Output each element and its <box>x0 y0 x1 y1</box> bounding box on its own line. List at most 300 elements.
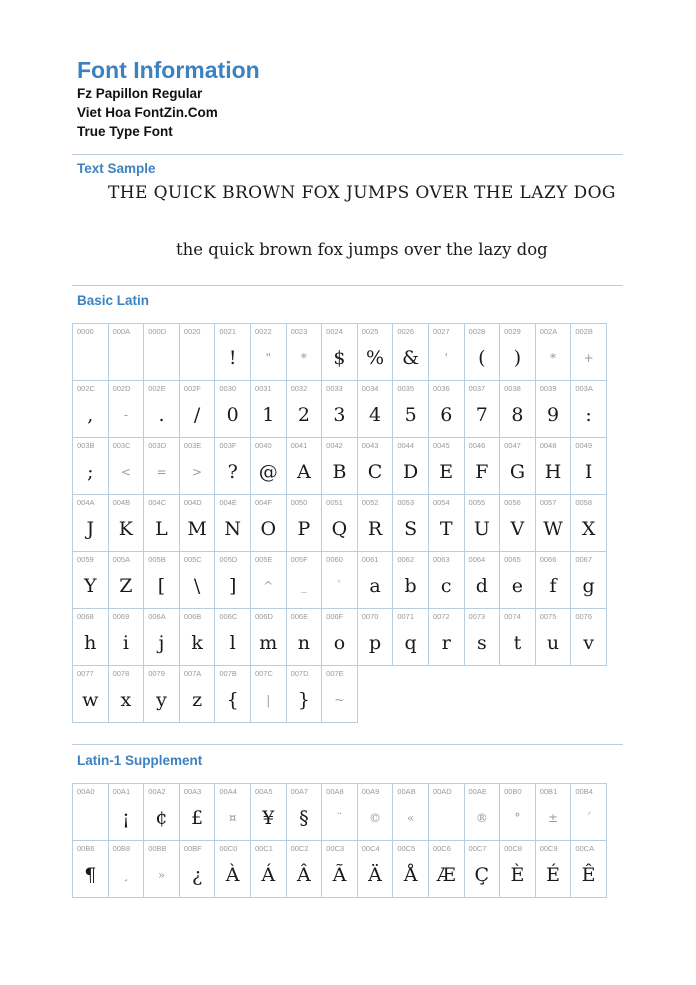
glyph-cell <box>321 323 358 381</box>
glyph-cell <box>214 323 251 381</box>
codepoint-label: 0023 <box>290 327 308 336</box>
glyph-preview: a <box>369 575 381 597</box>
codepoint-label: 00C5 <box>397 844 416 853</box>
glyph-preview: F <box>475 461 489 483</box>
codepoint-label: 006D <box>254 612 273 621</box>
glyph-preview: 6 <box>440 404 453 426</box>
glyph-preview: ¨ <box>336 811 343 825</box>
glyph-cell <box>464 551 501 609</box>
glyph-preview: » <box>157 868 166 882</box>
glyph-cell <box>499 783 536 841</box>
codepoint-label: 0043 <box>361 441 379 450</box>
glyph-preview: n <box>297 632 310 654</box>
glyph-preview: É <box>546 864 560 886</box>
codepoint-label: 0067 <box>575 555 592 564</box>
glyph-cell <box>286 783 323 841</box>
codepoint-label: 00C6 <box>432 844 451 853</box>
glyph-preview: Æ <box>436 864 456 886</box>
glyph-cell <box>143 783 180 841</box>
glyph-cell <box>321 665 358 723</box>
glyph-preview: \ <box>193 575 201 597</box>
codepoint-label: 0020 <box>183 327 201 336</box>
glyph-cell <box>535 437 572 495</box>
glyph-cell <box>179 551 216 609</box>
codepoint-label: 0073 <box>468 612 486 621</box>
glyph-preview: x <box>120 689 132 711</box>
glyph-preview: > <box>192 465 203 479</box>
codepoint-label: 0056 <box>504 498 521 507</box>
codepoint-label: 00C8 <box>504 844 523 853</box>
glyph-cell <box>392 840 429 898</box>
font-type: True Type Font <box>77 124 173 139</box>
codepoint-label: 0031 <box>254 384 272 393</box>
glyph-grid-basic-latin <box>72 323 606 722</box>
glyph-preview: 4 <box>369 404 382 426</box>
glyph-cell <box>250 783 287 841</box>
glyph-cell <box>392 437 429 495</box>
glyph-cell <box>357 494 394 552</box>
glyph-preview: L <box>155 518 168 540</box>
glyph-cell <box>428 380 465 438</box>
glyph-preview: Ã <box>332 864 347 886</box>
glyph-cell <box>72 783 109 841</box>
glyph-preview: « <box>406 811 415 825</box>
glyph-row <box>72 323 606 380</box>
glyph-preview: d <box>475 575 488 597</box>
codepoint-label: 002C <box>77 384 95 393</box>
codepoint-label: 0065 <box>504 555 521 564</box>
codepoint-label: 00C0 <box>219 844 238 853</box>
glyph-preview: © <box>369 811 382 825</box>
glyph-preview: K <box>118 518 133 540</box>
glyph-cell <box>321 380 358 438</box>
codepoint-label: 00A4 <box>219 787 237 796</box>
glyph-cell <box>464 323 501 381</box>
glyph-cell <box>357 783 394 841</box>
codepoint-label: 0044 <box>397 441 415 450</box>
codepoint-label: 0055 <box>468 498 486 507</box>
glyph-preview: j <box>158 632 165 654</box>
glyph-cell <box>464 840 501 898</box>
codepoint-label: 00C1 <box>254 844 273 853</box>
glyph-preview: _ <box>300 579 307 593</box>
codepoint-label: 00C9 <box>539 844 558 853</box>
codepoint-label: 003B <box>77 441 95 450</box>
glyph-preview: ¿ <box>191 864 203 886</box>
glyph-cell <box>428 323 465 381</box>
glyph-cell <box>143 437 180 495</box>
glyph-preview: Ç <box>474 864 490 886</box>
glyph-row <box>72 665 606 722</box>
glyph-preview: 7 <box>475 404 488 426</box>
glyph-cell <box>499 551 536 609</box>
codepoint-label: 0027 <box>432 327 450 336</box>
glyph-preview: A <box>296 461 311 483</box>
glyph-cell <box>214 494 251 552</box>
glyph-cell <box>108 608 145 666</box>
codepoint-label: 007A <box>183 669 202 678</box>
glyph-preview: y <box>156 689 167 711</box>
glyph-cell <box>250 380 287 438</box>
codepoint-label: 0036 <box>432 384 450 393</box>
glyph-cell <box>499 494 536 552</box>
codepoint-label: 002A <box>539 327 558 336</box>
codepoint-label: 002F <box>183 384 201 393</box>
glyph-preview: ( <box>478 347 486 369</box>
glyph-cell <box>108 783 145 841</box>
codepoint-label: 003E <box>183 441 202 450</box>
glyph-cell <box>570 323 607 381</box>
codepoint-label: 007D <box>290 669 309 678</box>
codepoint-label: 0042 <box>326 441 343 450</box>
codepoint-label: 0022 <box>254 327 272 336</box>
codepoint-label: 004B <box>112 498 131 507</box>
codepoint-label: 0037 <box>468 384 486 393</box>
glyph-cell <box>143 323 180 381</box>
glyph-preview: f <box>549 575 557 597</box>
glyph-preview: X <box>581 518 596 540</box>
glyph-cell <box>214 840 251 898</box>
glyph-cell <box>535 323 572 381</box>
glyph-cell <box>499 323 536 381</box>
glyph-row <box>72 840 606 897</box>
glyph-cell <box>143 494 180 552</box>
codepoint-label: 0045 <box>432 441 450 450</box>
codepoint-label: 00AD <box>432 787 452 796</box>
codepoint-label: 0079 <box>148 669 165 678</box>
glyph-cell <box>179 437 216 495</box>
glyph-preview: H <box>544 461 562 483</box>
glyph-cell <box>428 494 465 552</box>
codepoint-label: 00BB <box>148 844 167 853</box>
codepoint-label: 00A8 <box>326 787 344 796</box>
codepoint-label: 0068 <box>77 612 94 621</box>
codepoint-label: 004D <box>183 498 202 507</box>
glyph-preview: U <box>473 518 490 540</box>
glyph-preview: W <box>543 518 563 540</box>
codepoint-label: 006A <box>148 612 166 621</box>
glyph-cell <box>392 551 429 609</box>
divider <box>72 285 623 286</box>
codepoint-label: 0034 <box>361 384 379 393</box>
codepoint-label: 0041 <box>290 441 308 450</box>
glyph-cell <box>179 380 216 438</box>
glyph-preview: l <box>229 632 236 654</box>
glyph-preview: ] <box>228 575 237 597</box>
glyph-cell <box>179 840 216 898</box>
codepoint-label: 005E <box>254 555 273 564</box>
glyph-cell <box>570 840 607 898</box>
glyph-cell <box>214 783 251 841</box>
glyph-preview: B <box>332 461 347 483</box>
codepoint-label: 00A1 <box>112 787 131 796</box>
glyph-cell <box>499 437 536 495</box>
glyph-cell <box>357 380 394 438</box>
glyph-grid-latin1-supplement <box>72 783 606 897</box>
glyph-row <box>72 494 606 551</box>
glyph-cell <box>72 665 109 723</box>
glyph-cell <box>143 665 180 723</box>
codepoint-label: 005F <box>290 555 308 564</box>
glyph-preview: G <box>509 461 526 483</box>
codepoint-label: 0061 <box>361 555 379 564</box>
codepoint-label: 000A <box>112 327 131 336</box>
sample-uppercase: THE QUICK BROWN FOX JUMPS OVER THE LAZY DOG <box>108 183 616 203</box>
codepoint-label: 0039 <box>539 384 557 393</box>
glyph-cell <box>286 665 323 723</box>
codepoint-label: 0028 <box>468 327 486 336</box>
glyph-preview: Ê <box>581 864 596 886</box>
codepoint-label: 005B <box>148 555 166 564</box>
codepoint-label: 0040 <box>254 441 272 450</box>
glyph-cell <box>108 665 145 723</box>
glyph-preview: Â <box>296 864 311 886</box>
glyph-preview: I <box>584 461 593 483</box>
glyph-cell <box>179 608 216 666</box>
glyph-cell <box>570 551 607 609</box>
glyph-cell <box>250 323 287 381</box>
glyph-cell <box>464 783 501 841</box>
codepoint-label: 0078 <box>112 669 130 678</box>
glyph-cell <box>286 380 323 438</box>
glyph-cell <box>570 380 607 438</box>
glyph-preview: , <box>87 404 94 426</box>
glyph-cell <box>108 551 145 609</box>
glyph-preview: Ä <box>368 864 382 886</box>
glyph-preview: " <box>265 351 272 365</box>
glyph-cell <box>179 323 216 381</box>
codepoint-label: 00A3 <box>183 787 202 796</box>
glyph-preview: ` <box>336 579 343 593</box>
glyph-cell <box>250 608 287 666</box>
codepoint-label: 006C <box>219 612 238 621</box>
glyph-cell <box>214 551 251 609</box>
codepoint-label: 006E <box>290 612 309 621</box>
glyph-preview: m <box>259 632 278 654</box>
glyph-cell <box>535 494 572 552</box>
glyph-cell <box>321 608 358 666</box>
section-title-latin1-supplement: Latin-1 Supplement <box>77 753 203 768</box>
glyph-cell <box>286 608 323 666</box>
glyph-cell <box>72 323 109 381</box>
glyph-cell <box>143 840 180 898</box>
codepoint-label: 0021 <box>219 327 237 336</box>
glyph-preview: . <box>158 404 165 426</box>
glyph-cell <box>286 437 323 495</box>
glyph-cell <box>108 494 145 552</box>
glyph-preview: O <box>260 518 277 540</box>
glyph-preview: S <box>404 518 418 540</box>
glyph-preview: ¤ <box>228 811 237 825</box>
glyph-preview: £ <box>191 807 204 829</box>
glyph-preview: 1 <box>262 404 275 426</box>
codepoint-label: 0051 <box>326 498 343 507</box>
glyph-preview: Q <box>331 518 348 540</box>
glyph-cell <box>535 840 572 898</box>
glyph-preview: 3 <box>333 404 346 426</box>
glyph-cell <box>392 380 429 438</box>
glyph-preview: C <box>367 461 383 483</box>
glyph-cell <box>72 551 109 609</box>
glyph-row <box>72 380 606 437</box>
glyph-preview: 8 <box>511 404 524 426</box>
glyph-cell <box>535 551 572 609</box>
codepoint-label: 006F <box>326 612 344 621</box>
codepoint-label: 00B8 <box>112 844 131 853</box>
glyph-cell <box>357 608 394 666</box>
glyph-cell <box>108 380 145 438</box>
glyph-preview: s <box>476 632 487 654</box>
glyph-preview: v <box>583 632 594 654</box>
glyph-preview: g <box>582 575 595 597</box>
glyph-preview: r <box>441 632 451 654</box>
glyph-preview: w <box>82 689 99 711</box>
glyph-cell <box>321 783 358 841</box>
glyph-preview: È <box>510 864 525 886</box>
codepoint-label: 0058 <box>575 498 592 507</box>
glyph-preview: Z <box>119 575 133 597</box>
glyph-preview: V <box>510 518 525 540</box>
codepoint-label: 00AE <box>468 787 487 796</box>
codepoint-label: 0057 <box>539 498 557 507</box>
glyph-preview: e <box>511 575 524 597</box>
glyph-preview: < <box>120 465 131 479</box>
glyph-cell <box>72 437 109 495</box>
glyph-cell <box>392 494 429 552</box>
codepoint-label: 00A2 <box>148 787 166 796</box>
codepoint-label: 0062 <box>397 555 415 564</box>
codepoint-label: 003D <box>148 441 167 450</box>
codepoint-label: 002B <box>575 327 593 336</box>
codepoint-label: 00C4 <box>361 844 380 853</box>
glyph-cell <box>464 608 501 666</box>
glyph-cell <box>286 494 323 552</box>
codepoint-label: 0047 <box>504 441 521 450</box>
glyph-cell <box>250 840 287 898</box>
codepoint-label: 00B0 <box>504 787 522 796</box>
codepoint-label: 0025 <box>361 327 379 336</box>
glyph-cell <box>286 551 323 609</box>
sample-lowercase: the quick brown fox jumps over the lazy dog <box>176 240 548 259</box>
glyph-preview: = <box>156 465 167 479</box>
codepoint-label: 0026 <box>397 327 415 336</box>
codepoint-label: 003F <box>219 441 237 450</box>
glyph-cell <box>499 380 536 438</box>
glyph-cell <box>250 665 287 723</box>
glyph-cell <box>250 551 287 609</box>
codepoint-label: 0059 <box>77 555 94 564</box>
glyph-preview: / <box>193 404 201 426</box>
glyph-preview: { <box>226 689 239 711</box>
glyph-preview: ° <box>514 811 521 825</box>
codepoint-label: 00AB <box>397 787 416 796</box>
divider <box>72 154 623 155</box>
glyph-preview: $ <box>333 347 346 369</box>
glyph-cell <box>179 783 216 841</box>
glyph-cell <box>392 608 429 666</box>
glyph-preview: D <box>403 461 419 483</box>
glyph-cell <box>428 840 465 898</box>
glyph-preview: q <box>404 632 417 654</box>
codepoint-label: 0074 <box>504 612 521 621</box>
codepoint-label: 00C3 <box>326 844 345 853</box>
glyph-cell <box>357 323 394 381</box>
codepoint-label: 0033 <box>326 384 343 393</box>
codepoint-label: 005A <box>112 555 131 564</box>
glyph-cell <box>321 437 358 495</box>
glyph-preview: ¢ <box>155 807 168 829</box>
codepoint-label: 0063 <box>432 555 450 564</box>
glyph-preview: 9 <box>546 404 560 426</box>
glyph-preview: R <box>367 518 383 540</box>
glyph-cell <box>428 551 465 609</box>
codepoint-label: 005D <box>219 555 238 564</box>
glyph-cell <box>214 608 251 666</box>
glyph-cell <box>108 840 145 898</box>
glyph-preview: ; <box>87 461 94 483</box>
font-designer: Viet Hoa FontZin.Com <box>77 105 218 120</box>
codepoint-label: 007B <box>219 669 237 678</box>
glyph-cell <box>464 380 501 438</box>
glyph-preview: ¸ <box>122 868 129 882</box>
glyph-preview: c <box>440 575 452 597</box>
glyph-preview: ! <box>228 347 237 369</box>
glyph-cell <box>535 783 572 841</box>
glyph-preview: Å <box>403 864 418 886</box>
glyph-cell <box>570 783 607 841</box>
glyph-preview: o <box>333 632 346 654</box>
codepoint-label: 0024 <box>326 327 343 336</box>
codepoint-label: 0054 <box>432 498 450 507</box>
codepoint-label: 000D <box>148 327 167 336</box>
glyph-preview: ´ <box>585 811 592 825</box>
glyph-cell <box>428 608 465 666</box>
codepoint-label: 0053 <box>397 498 415 507</box>
glyph-preview: } <box>297 689 310 711</box>
codepoint-label: 0030 <box>219 384 237 393</box>
glyph-preview: + <box>583 351 594 365</box>
glyph-preview: @ <box>258 461 278 483</box>
codepoint-label: 0064 <box>468 555 486 564</box>
glyph-preview: * <box>300 351 307 365</box>
glyph-preview: ¶ <box>84 864 97 886</box>
codepoint-label: 0000 <box>77 327 94 336</box>
glyph-preview: & <box>402 347 420 369</box>
glyph-row <box>72 437 606 494</box>
glyph-preview: E <box>439 461 454 483</box>
glyph-preview: N <box>224 518 241 540</box>
font-name: Fz Papillon Regular <box>77 86 203 101</box>
glyph-preview: - <box>123 408 128 422</box>
glyph-preview: b <box>404 575 417 597</box>
glyph-preview: 0 <box>226 404 239 426</box>
glyph-row <box>72 551 606 608</box>
codepoint-label: 0046 <box>468 441 486 450</box>
glyph-cell <box>214 380 251 438</box>
codepoint-label: 0075 <box>539 612 557 621</box>
glyph-preview: u <box>546 632 560 654</box>
codepoint-label: 0049 <box>575 441 592 450</box>
codepoint-label: 00CA <box>575 844 595 853</box>
glyph-cell <box>179 494 216 552</box>
glyph-cell <box>428 783 465 841</box>
glyph-preview: ¡ <box>122 807 130 829</box>
glyph-cell <box>535 608 572 666</box>
codepoint-label: 00BF <box>183 844 202 853</box>
codepoint-label: 0050 <box>290 498 308 507</box>
glyph-cell <box>143 608 180 666</box>
glyph-cell <box>72 608 109 666</box>
